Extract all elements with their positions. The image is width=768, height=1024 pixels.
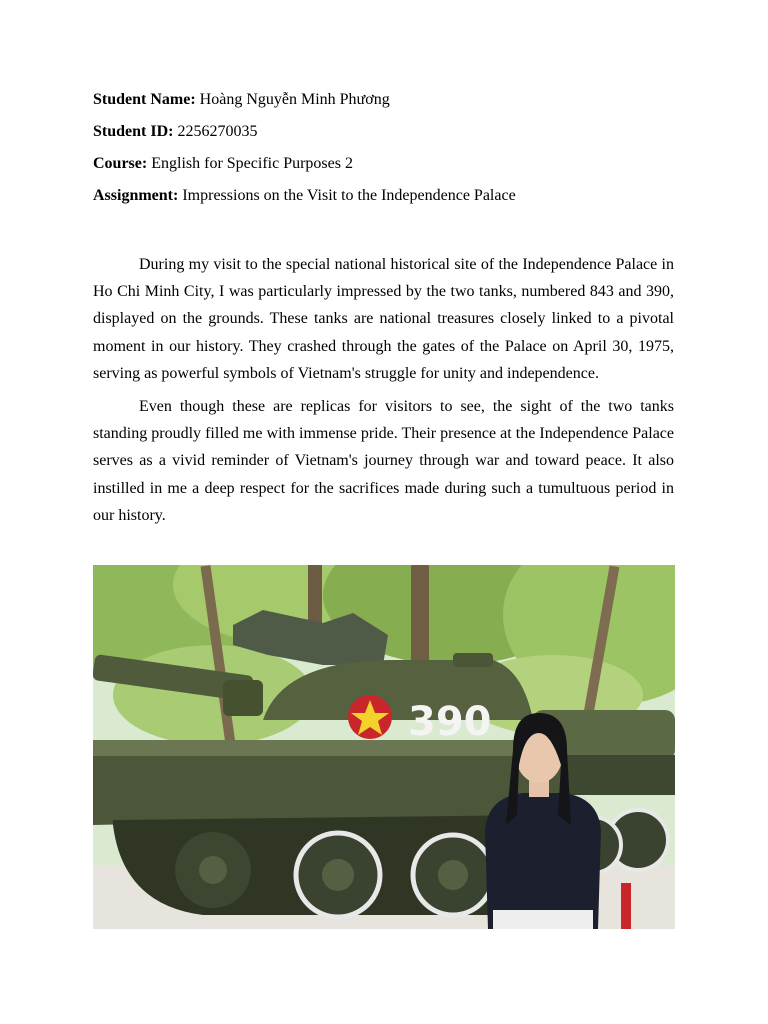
course-value: English for Specific Purposes 2 [151, 155, 353, 172]
paragraph-1: During my visit to the special national historical site of the Independence Palace in Ho Chi Minh City, I was particularly impressed by the two tanks, numbered 843 and 390, displayed on the grounds. These tanks are national treasures closely linked to a pivotal moment in our history. They crashed through the gates of the Palace on April 30, 1975, serving as powerful symbols of Vietnam's struggle for unity and independence. [93, 256, 674, 382]
paragraph-2: Even though these are replicas for visitors to see, the sight of the two tanks standing proudly filled me with immense pride. Their presence at the Independence Palace serves as a vivid reminder of Vietnam's journey through war and toward peace. It also instilled in me a deep respect for the sacrifices made during such a tumultuous period in our history. [93, 398, 674, 524]
course-line [93, 154, 683, 186]
tank-photo [93, 565, 675, 929]
student-id-label: Student ID: [93, 123, 174, 140]
student-id-value: 2256270035 [177, 123, 258, 140]
student-name-label: Student Name: [93, 91, 196, 108]
student-info-header [93, 90, 683, 218]
tank-photo-illustration [93, 565, 675, 929]
course-label: Course: [93, 155, 148, 172]
assignment-label: Assignment: [93, 187, 179, 204]
essay-body [93, 251, 674, 535]
student-name-value: Hoàng Nguyễn Minh Phương [199, 91, 390, 108]
student-name-line [93, 90, 683, 122]
assignment-line [93, 186, 683, 218]
tank-number: 390 [408, 699, 492, 745]
assignment-value: Impressions on the Visit to the Independence Palace [182, 187, 516, 204]
student-id-line [93, 122, 683, 154]
